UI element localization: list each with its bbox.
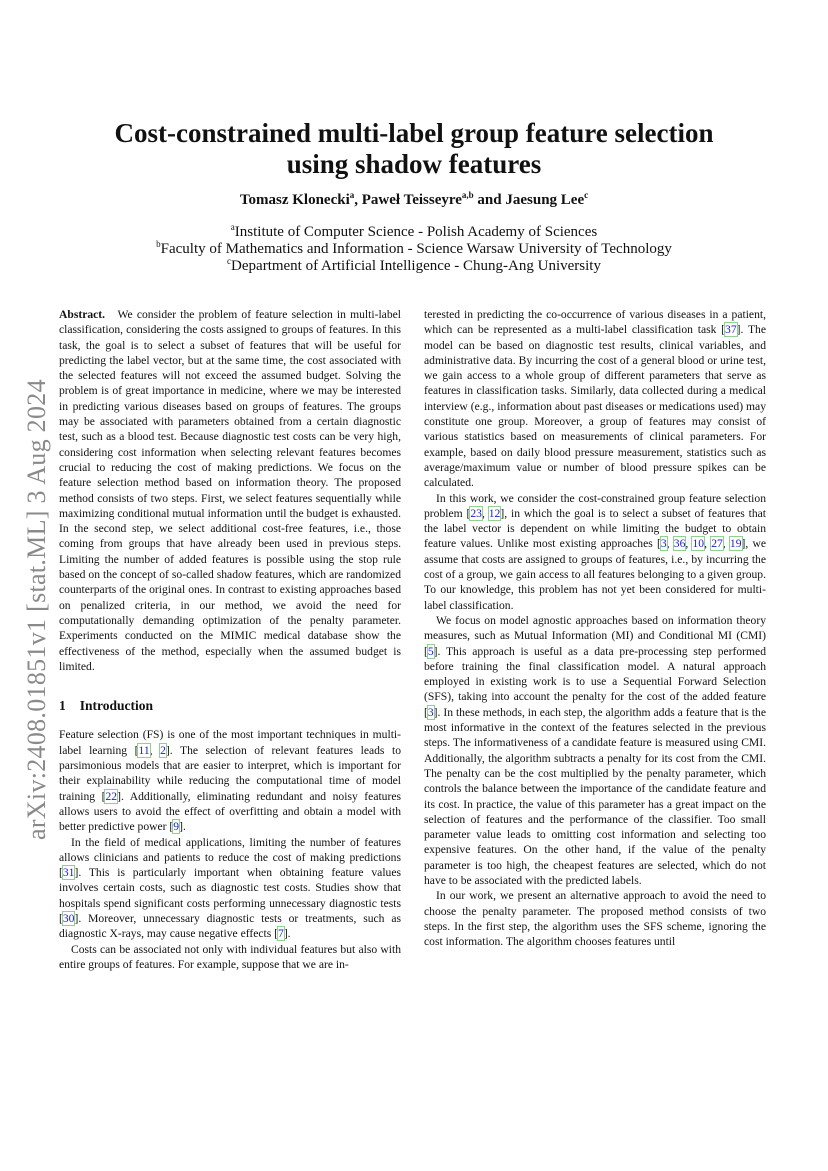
- body-text: Feature selection (FS) is one of the most important techniques in multi-label learning [: [59, 728, 401, 757]
- citation-link[interactable]: 11: [138, 743, 150, 757]
- author-separator: and: [473, 192, 506, 208]
- body-text: Costs can be associated not only with individual features but also with entire groups of features. For example, suppose that we are in-: [59, 942, 401, 971]
- intro-paragraph: [424, 307, 766, 491]
- intro-paragraph: [59, 727, 401, 834]
- body-text: terested in predicting the co-occurrence of various diseases in a patient, which can be represented as a multi-label classification task [: [424, 308, 766, 337]
- section-heading-introduction: [59, 698, 401, 713]
- citation-link[interactable]: 3: [427, 705, 434, 719]
- body-text: ], we assume that costs are assigned to groups of features, i.e., by incurring the cost of a group, we gain access to all features belonging to a given group. To our knowledge, this problem has not yet been considered for multi-label classification.: [424, 537, 767, 612]
- body-text: ]. This is particularly important when obtaining feature values involves certain costs, such as diagnostic test costs. Studies show that hospitals spend significant costs performing unnecessary diagnostic tests [: [59, 866, 401, 925]
- intro-paragraph: [424, 613, 766, 888]
- body-text: ]. Additionally, eliminating redundant and noisy features allows users to avoid the effect of overfitting and obtain a model with better predictive power [: [59, 789, 401, 834]
- arxiv-identifier: arXiv:2408.01851v1 [stat.ML] 3 Aug 2024: [22, 379, 51, 841]
- author-list: [60, 192, 768, 209]
- citation-link[interactable]: 23: [470, 506, 482, 520]
- affiliation-mark: a: [230, 222, 235, 232]
- author-affiliation-mark: c: [584, 190, 589, 200]
- body-text: ].: [283, 927, 291, 941]
- paper-title: [60, 118, 768, 180]
- affiliation: [60, 224, 768, 241]
- author-name: Jaesung Lee: [505, 192, 585, 208]
- author-name: Tomasz Klonecki: [239, 192, 350, 208]
- intro-paragraph: [59, 942, 401, 973]
- abstract-text: We consider the problem of feature selection in multi-label classification, considering the costs assigned to groups of features. In this task, the goal is to select a subset of features that will be useful for predicting the label vector, but at the same time, the cost associated with the selected features will not exceed the assumed budget. Solving the problem is of great importance in medicine, where we may be interested in predicting various diseases based on groups of features. The groups may be associated with parameters obtained from a certain diagnostic test, such as a blood test. Because diagnostic test costs can be very high, considering cost information when selecting relevant features becomes crucial to reducing the cost of making predictions. We focus on the feature selection method based on information theory. The proposed method consists of two steps. First, we select features sequentially while maximizing conditional mutual information until the budget is exhausted. In the second step, we select additional cost-free features, i.e., those coming from groups that have already been used in previous steps. Limiting the number of added features is possible using the stop rule based on the concept of so-called shadow features, which are randomized counterparts of the original ones. In contrast to existing approaches based on penalized criteria, in our method, we avoid the need for computationally demanding optimization of the penalty parameter. Experiments conducted on the MIMIC medical database show the effectiveness of the method, especially when the assumed budget is limited.: [59, 308, 401, 673]
- body-text: In the field of medical applications, limiting the number of features allows clinicians and patients to reduce the cost of making predictions [: [59, 835, 401, 880]
- citation-link[interactable]: 9: [173, 820, 180, 834]
- body-text: ], in which the goal is to select a subset of features that the label vector is dependent on while limiting the budget to obtain feature values. Unlike most existing approaches [: [424, 506, 767, 551]
- affiliation-text: Institute of Computer Science - Polish Academy of Sciences: [234, 224, 598, 240]
- citation-link[interactable]: 22: [105, 789, 118, 803]
- affiliation-text: Department of Artificial Intelligence - Chung-Ang University: [231, 258, 601, 274]
- body-text: We focus on model agnostic approaches based on information theory measures, such as Mutual Information (MI) and Conditional MI (CMI) [: [424, 613, 766, 658]
- citation-separator: ,: [704, 537, 712, 551]
- citation-link[interactable]: 3: [660, 537, 667, 551]
- author-affiliation-mark: a,b: [461, 190, 474, 200]
- affiliation: [60, 241, 768, 258]
- body-text: In this work, we consider the cost-constrained group feature selection problem [: [424, 491, 766, 520]
- body-text: ]. The selection of relevant features leads to parsimonious models that are easier to interpret, which is important for their explainability while reducing the computational time of model training [: [59, 743, 401, 803]
- section-number: 1: [59, 698, 66, 714]
- citation-link[interactable]: 30: [62, 911, 75, 925]
- citation-link[interactable]: 19: [729, 537, 742, 551]
- abstract-label: Abstract.: [59, 308, 106, 321]
- citation-link[interactable]: 31: [62, 866, 75, 880]
- left-column: [59, 307, 401, 972]
- body-text: ]. This approach is useful as a data pre-processing step performed before training the final classification model. A natural approach employed in existing work is to use a Sequential Forward Selection (SFS), taking into account the penalty for the cost of the added feature [: [424, 644, 766, 719]
- citation-link[interactable]: 10: [692, 537, 705, 551]
- citation-link[interactable]: 37: [725, 323, 737, 337]
- intro-paragraph: [424, 491, 766, 613]
- body-text: ]. In these methods, in each step, the algorithm adds a feature that is the most informative in the context of the features selected in the previous steps. The informativeness of a candidate feature is measured using CMI. Additionally, the algorithm subtracts a penalty for its cost from the CMI. The penalty can be the cost multiplied by the penalty parameter, which controls the balance between the importance of the candidate feature and its cost. In practice, the value of this parameter has a great impact on the selection of features and the performance of the classifier. Too small parameter value leads to omitting cost information and selecting too expensive features. On the other hand, if the value of the penalty parameter is too high, the cheapest features are selected, which do not have to be associated with the predicted labels.: [424, 705, 766, 887]
- intro-paragraph: [59, 835, 401, 942]
- affiliation-text: Faculty of Mathematics and Information - Science Warsaw University of Technology: [160, 241, 672, 257]
- affiliation: [60, 258, 768, 275]
- author-name: Paweł Teisseyre: [361, 192, 462, 208]
- body-text: In our work, we present an alternative approach to avoid the need to choose the penalty parameter. The proposed method consists of two steps. In the first step, the algorithm uses the SFS scheme, ignoring the cost information. The algorithm chooses features until: [424, 889, 766, 949]
- title-line-1: Cost-constrained multi-label group feature selection: [114, 118, 714, 148]
- abstract: [59, 307, 401, 674]
- author-separator: ,: [354, 192, 362, 208]
- citation-separator: ,: [481, 506, 489, 520]
- citation-link[interactable]: 7: [278, 927, 284, 941]
- affiliation-mark: b: [156, 239, 161, 249]
- author-affiliation-mark: a: [349, 190, 355, 200]
- affiliation-mark: c: [227, 256, 232, 266]
- affiliation-list: [60, 224, 768, 275]
- citation-link[interactable]: 5: [427, 644, 434, 658]
- intro-paragraph: [424, 888, 766, 949]
- citation-link[interactable]: 12: [488, 506, 501, 520]
- citation-link[interactable]: 2: [160, 743, 166, 757]
- section-title: Introduction: [79, 698, 154, 714]
- body-text: ].: [179, 820, 186, 834]
- citation-separator: ,: [666, 537, 674, 551]
- citation-link[interactable]: 36: [673, 537, 686, 551]
- citation-separator: ,: [149, 743, 161, 757]
- citation-separator: ,: [685, 537, 693, 551]
- body-text: ]. The model can be based on diagnostic test results, clinical variables, and administrative data. By incurring the cost of a general blood or urine test, we gain access to a whole group of different parameters that serve as features in classification tasks. Similarly, data collected during a medical interview (e.g., information about past diseases or medications used) may constitute one group. Moreover, a group of features may consist of various statistics based on measurements of clinical parameters. For example, based on daily blood pressure measurement, statistics such as average/maximum value or number of blood pressure spikes can be calculated.: [424, 323, 766, 490]
- right-column: [424, 307, 766, 949]
- body-text: ]. Moreover, unnecessary diagnostic tests or treatments, such as diagnostic X-rays, may cause negative effects [: [59, 911, 401, 941]
- citation-separator: ,: [722, 537, 730, 551]
- title-line-2: using shadow features: [286, 149, 542, 179]
- citation-link[interactable]: 27: [711, 537, 723, 551]
